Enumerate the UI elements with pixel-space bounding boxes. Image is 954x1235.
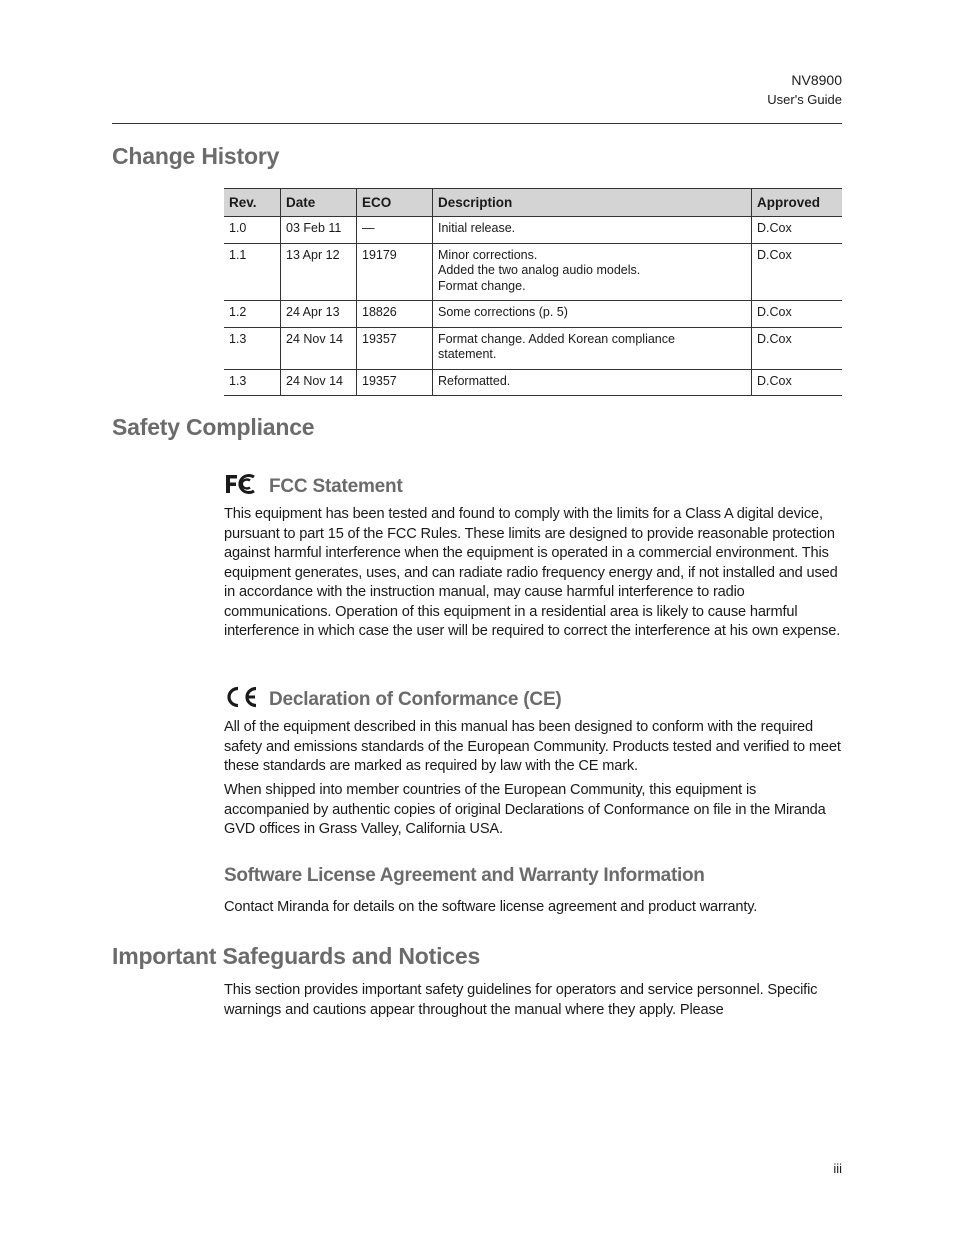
page-number: iii: [833, 1161, 842, 1176]
cell-rev: 1.1: [224, 243, 281, 301]
table-row: [224, 327, 842, 369]
fcc-statement-title: FCC Statement: [269, 476, 403, 497]
description-line: Reformatted.: [438, 373, 511, 388]
column-header-approved: Approved: [752, 189, 843, 217]
header-rule: [112, 123, 842, 124]
cell-rev: 1.0: [224, 217, 281, 244]
description-line: Format change. Added Korean compliance: [438, 331, 675, 346]
table-row: [224, 369, 842, 396]
description-line: Format change.: [438, 278, 526, 293]
cell-approved: D.Cox: [752, 327, 843, 369]
table-row: [224, 217, 842, 244]
cell-approved: D.Cox: [752, 369, 843, 396]
software-license-title: Software License Agreement and Warranty Information: [224, 865, 705, 886]
cell-description: [433, 217, 752, 244]
cell-date: 24 Nov 14: [281, 369, 357, 396]
cell-rev: 1.2: [224, 301, 281, 328]
table-row: [224, 243, 842, 301]
cell-date: 03 Feb 11: [281, 217, 357, 244]
fcc-logo-icon: [224, 472, 260, 502]
cell-description: [433, 301, 752, 328]
ce-body-paragraph-1: All of the equipment described in this manual has been designed to conform with the required safety and emissions standards of the European Community. Products tested and verified to meet these standards are marked as required by law with the CE mark.: [224, 719, 841, 774]
table-row: [224, 301, 842, 328]
cell-approved: D.Cox: [752, 243, 843, 301]
cell-description: [433, 369, 752, 396]
cell-rev: 1.3: [224, 327, 281, 369]
cell-eco: 19179: [357, 243, 433, 301]
cell-eco: 18826: [357, 301, 433, 328]
column-header-description: Description: [433, 189, 752, 217]
cell-description: [433, 327, 752, 369]
ce-mark-icon: [224, 685, 260, 715]
table-header-row: [224, 189, 842, 217]
fcc-statement-heading: [224, 472, 403, 502]
column-header-date: Date: [281, 189, 357, 217]
running-header: [767, 70, 842, 109]
header-guide: User's Guide: [767, 92, 842, 107]
cell-eco: 19357: [357, 369, 433, 396]
description-line: Initial release.: [438, 221, 516, 235]
cell-date: 24 Apr 13: [281, 301, 357, 328]
cell-approved: D.Cox: [752, 301, 843, 328]
cell-description: [433, 243, 752, 301]
change-history-table: [224, 188, 842, 396]
cell-date: 24 Nov 14: [281, 327, 357, 369]
column-header-rev: Rev.: [224, 189, 281, 217]
software-license-body: Contact Miranda for details on the software license agreement and product warranty.: [224, 899, 758, 915]
description-line: Minor corrections.: [438, 247, 538, 262]
column-header-eco: ECO: [357, 189, 433, 217]
ce-body-paragraph-2: When shipped into member countries of the European Community, this equipment is accompanied by authentic copies of original Declarations of Conformance on file in the Miranda GVD offices in Grass Valley, California USA.: [224, 782, 826, 837]
header-product: NV8900: [791, 72, 842, 88]
safeguards-body: This section provides important safety guidelines for operators and service personnel. Specific warnings and cautions appear throughout the manual where they apply. Please: [224, 982, 818, 1018]
cell-rev: 1.3: [224, 369, 281, 396]
description-line: statement.: [438, 347, 497, 361]
change-history-body: [224, 217, 842, 396]
change-history-title: Change History: [112, 143, 280, 169]
description-line: Some corrections (p. 5): [438, 305, 568, 319]
fcc-statement-body: This equipment has been tested and found to comply with the limits for a Class A digital device, pursuant to part 15 of the FCC Rules. These limits are designed to provide reasonable protection against harmful interference when the equipment is operated in a commercial environment. This equipment generates, uses, and can radiate radio frequency energy and, if not installed and used in accordance with the instruction manual, may cause harmful interference to radio communications. Operation of this equipment in a residential area is likely to cause harmful interference in which case the user will be required to correct the interference at his own expense.: [224, 506, 841, 639]
cell-approved: D.Cox: [752, 217, 843, 244]
description-line: Added the two analog audio models.: [438, 263, 641, 277]
cell-eco: 19357: [357, 327, 433, 369]
ce-declaration-heading: [224, 685, 562, 715]
safety-compliance-title: Safety Compliance: [112, 414, 315, 440]
cell-date: 13 Apr 12: [281, 243, 357, 301]
cell-eco: —: [357, 217, 433, 244]
ce-declaration-title: Declaration of Conformance (CE): [269, 689, 562, 710]
safeguards-title: Important Safeguards and Notices: [112, 943, 481, 969]
